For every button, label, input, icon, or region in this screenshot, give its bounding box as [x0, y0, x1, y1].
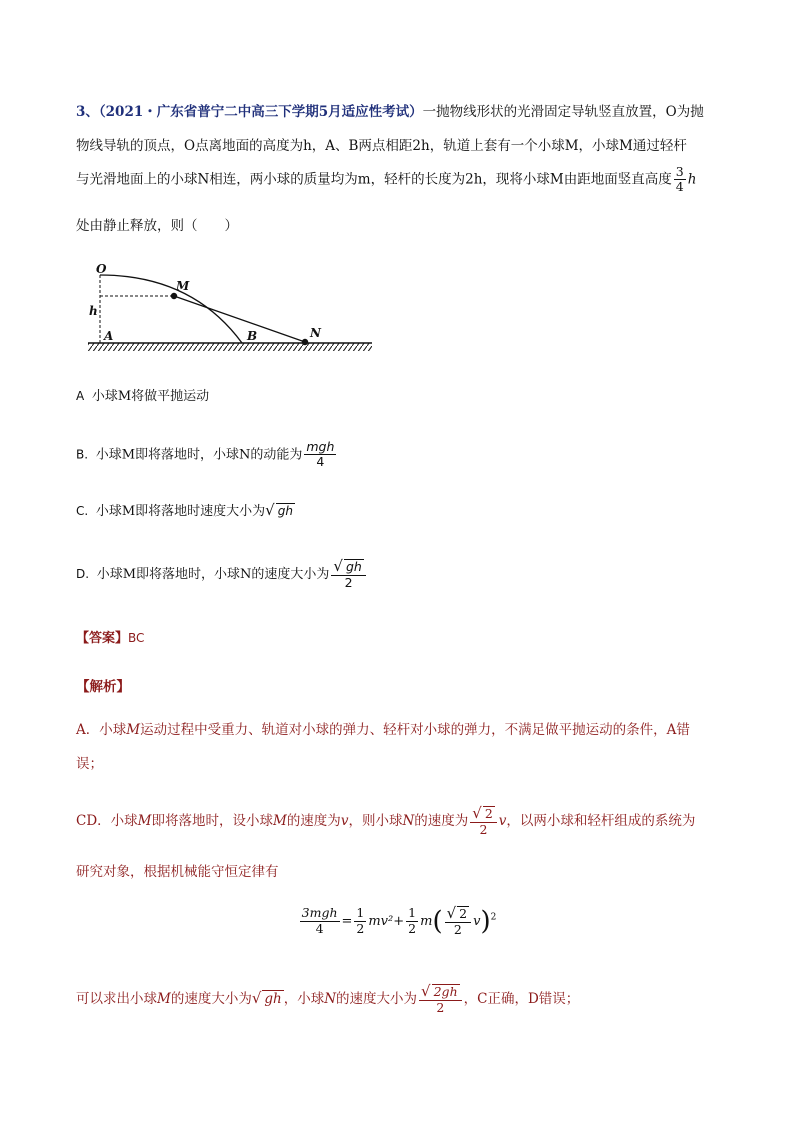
label-M: M: [176, 279, 190, 293]
ground-hatching: [88, 343, 372, 351]
question-line-2: 物线导轨的顶点，O点离地面的高度为h，A、B两点相距2h，轨道上套有一个小球M，小球M通过轻杆: [76, 138, 687, 154]
answer-line: [76, 627, 144, 646]
analysis-para-cd: CD．小球M即将落地时，设小球M的速度为v，则小球N的速度为 $\frac{√ 2}{2}$ v，以两小球和轻杆组成的系统为: [76, 804, 696, 838]
label-N: N: [310, 326, 321, 340]
question-line-3: 与光滑地面上的小球N相连，两小球的质量均为m，轻杆的长度为2h，现将小球M由距地面竖直高度 $\frac{3}{4}$ h: [76, 164, 697, 195]
sqrt-2gh-over-2-fraction: $\frac{√ 2gh}{2}$: [419, 983, 462, 1016]
mgh-over-4-fraction: $\frac{\text{mgh}}{4}$: [306, 439, 335, 470]
analysis-para-a: A．小球M运动过程中受重力、轨道对小球的弹力、轻杆对小球的弹力，不满足做平抛运动的条件，A错: [76, 722, 690, 738]
option-a[interactable]: A 小球M将做平抛运动: [76, 389, 210, 404]
three-quarters-fraction: $\frac{3}{4}$: [675, 164, 684, 195]
answer-label: 【答案】: [76, 631, 129, 646]
analysis-conclusion: 可以求出小球M的速度大小为√ gh ，小球N的速度大小为 $\frac{√ 2gh}{2}$ ，C正确，D错误；: [76, 982, 580, 1016]
question-text-1: 一抛物线形状的光滑固定导轨竖直放置，O为抛: [422, 104, 704, 120]
answer-value: BC: [128, 631, 145, 645]
sqrt-gh-over-2-fraction: $\frac{√ gh}{2}$: [331, 558, 365, 591]
track-diagram: [82, 262, 382, 358]
question-text-3: 与光滑地面上的小球N相连，两小球的质量均为m，轻杆的长度为2h，现将小球M由距地面竖直高度: [76, 171, 672, 188]
ball-N: [302, 339, 308, 345]
label-B: B: [247, 329, 258, 343]
label-h: h: [89, 304, 98, 318]
analysis-para-a-cont: 误；: [76, 756, 103, 772]
option-c[interactable]: C. 小球M即将落地时速度大小为√ gh: [76, 501, 293, 519]
option-d[interactable]: D. 小球M即将落地时，小球N的速度大小为 $\frac{√ gh}{2}$: [76, 558, 368, 591]
label-A: A: [104, 329, 114, 343]
energy-equation: $\frac{\text{3mgh}}{4}$ = $\frac{1}{2}$ mv²+ $\frac{1}{2}$ m( $\frac{√ 2}{2}$ v)$^2$: [301, 904, 497, 938]
question-source: （2021・广东省普宁二中高三下学期5月适应性考试）: [98, 104, 423, 120]
parabolic-track: [100, 275, 242, 343]
question-line-4: 处由静止释放，则（ ）: [76, 218, 238, 234]
ball-M: [171, 293, 177, 299]
label-O: O: [96, 262, 107, 276]
analysis-label: 【解析】: [76, 679, 130, 695]
analysis-para-cd-cont: 研究对象，根据机械能守恒定律有: [76, 864, 279, 880]
question-line-1: [76, 100, 704, 120]
root2-over-2-fraction: $\frac{√ 2}{2}$: [470, 805, 497, 838]
light-rod: [174, 296, 305, 342]
question-number: 3、: [76, 104, 99, 120]
sqrt-sign: √: [265, 501, 275, 519]
option-b[interactable]: B. 小球M即将落地时，小球N的动能为 $\frac{\text{mgh}}{4}$: [76, 439, 335, 470]
